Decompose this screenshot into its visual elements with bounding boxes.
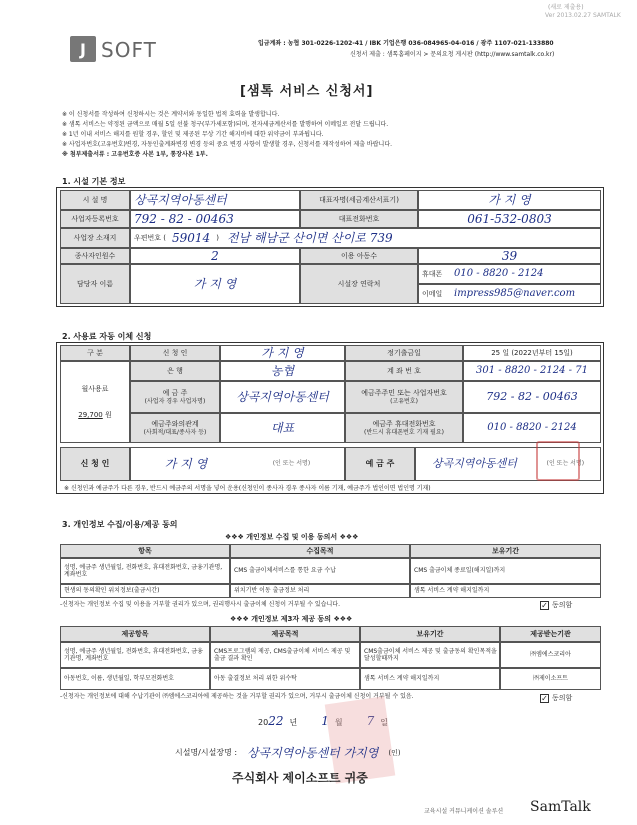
t1-consent-note: -신청자는 개인정보 수집 및 이용을 거부할 권리가 있으며, 권리행사시 출금이체 신청이 거부될 수 있습니다. — [60, 601, 341, 608]
sign-holder-field[interactable]: 상곡지역아동센터 (인 또는 서명) — [415, 447, 601, 481]
type-label: 구 분 — [60, 345, 130, 361]
monthly-fee-label: 월사용료 — [81, 384, 109, 393]
rep-value[interactable]: 가 지 영 — [418, 190, 601, 210]
billing-date-label: 정기출금일 — [345, 345, 463, 361]
applicant-value[interactable]: 가 지 영 — [220, 345, 345, 361]
manager-label: 담당자 이름 — [60, 264, 130, 304]
section2-warning: ※ 신청인과 예금주가 다른 경우, 반드시 예금주의 서명을 넣어 운용(신청인이 종사자 경우 종사자 이름 기재, 예금주가 법인이면 법인명 기재) — [64, 485, 431, 492]
users-value[interactable]: 39 — [418, 248, 601, 264]
t2-header: 제공받는기관 — [500, 626, 601, 642]
bizno-label: 사업자등록번호 — [60, 210, 130, 228]
brand-name: SOFT — [101, 38, 157, 62]
relation-label: 예금주와의관계 (사회적/대표/종사자 등) — [130, 413, 220, 443]
page-title: [샘톡 서비스 신청서] — [240, 84, 374, 99]
t1-row-item: 현생의 동의확인 위치정보(출금시간) — [60, 584, 230, 598]
t2-agree-checkbox[interactable]: ✓ 동의함 — [541, 693, 573, 703]
address-value[interactable]: 우편번호 ( 59014 ) 전남 해남군 산이면 산이로 739 — [130, 228, 601, 248]
footer-tagline: 교육시설 커뮤니케이션 솔루션 — [424, 808, 504, 815]
holder-phone-value[interactable]: 010 - 8820 - 2124 — [463, 413, 601, 443]
applicant-label: 신 청 인 — [130, 345, 220, 361]
t1-title: ❖❖❖ 개인정보 수집 및 이용 동의서 ❖❖❖ — [225, 533, 359, 541]
company-addressee: 주식회사 제이소프트 귀중 — [232, 771, 368, 785]
t2-row-period: 샘톡 서비스 계약 해지일까지 — [360, 668, 500, 690]
rep-label: 대표자명(세금계산서표기) — [300, 190, 418, 210]
account-value[interactable]: 301 - 8820 - 2124 - 71 — [463, 361, 601, 381]
manager-value[interactable]: 가 지 영 — [130, 264, 300, 304]
account-label: 계 좌 번 호 — [345, 361, 463, 381]
t2-header: 제공항목 — [60, 626, 210, 642]
sign-applicant-label: 신 청 인 — [60, 447, 130, 481]
address-label: 사업장 소재지 — [60, 228, 130, 248]
note-item: ※ 샘톡 서비스는 약정된 금액으로 매월 5일 선불 청구(부가세포함)되며, 전자세금계산서를 발행하여 이메일로 전달 드립니다. — [62, 121, 389, 128]
t1-header: 보유기간 — [410, 544, 601, 558]
tel-label: 대표전화번호 — [300, 210, 418, 228]
check-icon: ✓ — [541, 693, 548, 703]
t1-header: 수집목적 — [230, 544, 410, 558]
staff-label: 종사자인원수 — [60, 248, 130, 264]
note-item: ※ 사업자번호(고유번호)변경, 자동인출계좌변경 변경 등의 중요 변경 사항이 발생할 경우, 신청서를 재작성하여 제출 바랍니다. — [62, 141, 393, 148]
holder-label: 예 금 주 (사업자 경우 사업자명) — [130, 381, 220, 413]
t2-row-item: 성명, 예금주 생년월일, 전화번호, 휴대전화번호, 금융기관명, 계좌번호 — [60, 642, 210, 668]
t1-row-item: 성명, 예금주 생년월일, 전화번호, 휴대전화번호, 금융기관명, 계좌번호 — [60, 558, 230, 584]
sign-applicant-field[interactable]: 가 지 영 (인 또는 서명) — [130, 447, 345, 481]
note-item: ※ 1년 이내 서비스 해지를 원할 경우, 할인 및 제공된 무상 기간 해지비에 대한 위약금이 부과됩니다. — [62, 131, 324, 138]
t2-header: 제공목적 — [210, 626, 360, 642]
monthly-fee-value: 29,700 — [78, 411, 103, 419]
t2-title: ❖❖❖ 개인정보 제3자 제공 동의 ❖❖❖ — [230, 615, 353, 623]
t2-row-item: 아동번호, 이름, 생년월일, 학부모전화번호 — [60, 668, 210, 690]
t1-row-purpose: 위치기반 이동 출금정보 처리 — [230, 584, 410, 598]
t2-row-period: CMS출금이체 서비스 제공 및 출금동의 확인목적을 달성할때까지 — [360, 642, 500, 668]
check-icon: ✓ — [541, 600, 548, 610]
t2-consent-note: -신청자는 개인정보에 대해 수납기관이 ㈜엠에스코리아에 제공하는 것을 거부할 권리가 있으며, 거부시 출금이체 신청이 거부될 수 있음. — [60, 693, 414, 700]
signature-line[interactable]: 시설명/시설장명 : 상곡지역아동센터 가지영 (인) — [175, 746, 401, 760]
monthly-fee-cell: 월사용료 29,700 원 — [60, 361, 130, 443]
t1-row-purpose: CMS 출금이체서비스를 통한 요금 수납 — [230, 558, 410, 584]
t2-row-org: ㈜엠에스코리아 — [500, 642, 601, 668]
brand-logo-icon: J — [70, 36, 96, 62]
bank-value[interactable]: 농협 — [220, 361, 345, 381]
holder-id-label: 예금주주민 또는 사업자번호 (고유번호) — [345, 381, 463, 413]
email-row[interactable]: 이메일 impress985@naver.com — [418, 284, 601, 304]
t1-row-period: 샘톡 서비스 계약 해지일까지 — [410, 584, 601, 598]
section3-heading: 3. 개인정보 수집/이용/제공 동의 — [62, 520, 178, 529]
red-seal-stamp — [536, 441, 580, 481]
note-item: ※ 이 신청서를 작성하여 신청하시는 것은 계약서와 동일한 법적 효력을 발생합니다. — [62, 111, 280, 118]
staff-value[interactable]: 2 — [130, 248, 300, 264]
holder-id-value[interactable]: 792 - 82 - 00463 — [463, 381, 601, 413]
signature-date: 20 22 년 1 월 7 일 — [258, 714, 388, 728]
relation-value[interactable]: 대표 — [220, 413, 345, 443]
section1-heading: 1. 시설 기본 정보 — [62, 177, 126, 186]
submit-info-line: 신청서 제출 : 샘톡홈페이지 > 문의요청 게시판 (http://www.samtalk.co.kr) — [350, 51, 555, 58]
t2-header: 보유기간 — [360, 626, 500, 642]
facility-value[interactable]: 상곡지역아동센터 — [130, 190, 300, 210]
billing-day-value: 25 일 (2022년부터 15일) — [463, 345, 601, 361]
t2-row-org: ㈜제이소프트 — [500, 668, 601, 690]
footer-logo: SamTalk — [530, 799, 591, 815]
holder-phone-label: 예금주 휴대전화번호 (반드시 휴대폰번호 기재 필요) — [345, 413, 463, 443]
bank-label: 은 행 — [130, 361, 220, 381]
t1-agree-checkbox[interactable]: ✓ 동의함 — [541, 600, 573, 610]
contact-label: 시설장 연락처 — [300, 264, 418, 304]
t1-header: 항목 — [60, 544, 230, 558]
t1-row-period: CMS 출금이체 종료일(해지일)까지 — [410, 558, 601, 584]
note-item: ※ 첨부제출서류 : 고유번호증 사본 1부, 통장사본 1부. — [62, 151, 208, 158]
bizno-value[interactable]: 792 - 82 - 00463 — [130, 210, 300, 228]
section2-heading: 2. 사용료 자동 이체 신청 — [62, 332, 152, 341]
mobile-row[interactable]: 휴대폰 010 - 8820 - 2124 — [418, 264, 601, 284]
version-label: Ver 2013.02.27 SAMTALK — [545, 12, 621, 19]
t2-row-purpose: CMS프로그램의 제공, CMS출금이체 서비스 제공 및 출금 결과 확인 — [210, 642, 360, 668]
sign-holder-label: 예 금 주 — [345, 447, 415, 481]
users-label: 이용 아동수 — [300, 248, 418, 264]
facility-label: 시 설 명 — [60, 190, 130, 210]
t2-row-purpose: 아동 출결정보 처리 위한 위수탁 — [210, 668, 360, 690]
bank-info-line: 입금계좌 : 농협 301-0226-1202-41 / IBK 기업은행 036-084965-04-016 / 광주 1107-021-133880 — [258, 40, 554, 47]
tel-value[interactable]: 061-532-0803 — [418, 210, 601, 228]
corner-stamp: (새로 제출용) — [548, 4, 584, 11]
holder-value[interactable]: 상곡지역아동센터 — [220, 381, 345, 413]
